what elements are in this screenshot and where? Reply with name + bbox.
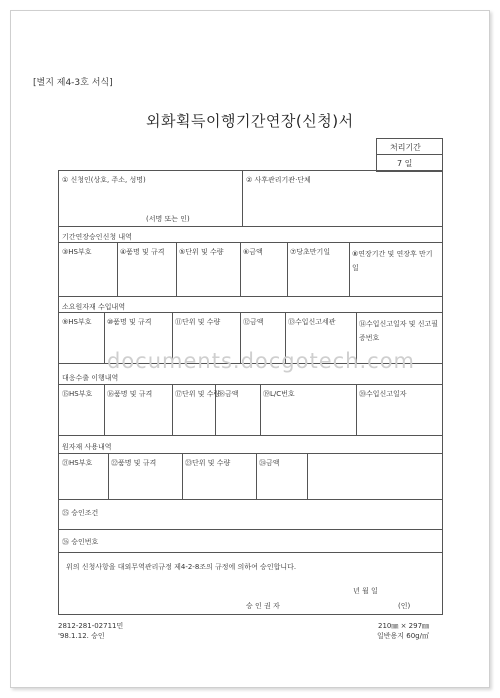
extension-col-qty: ⑤단위 및 수량 bbox=[179, 248, 224, 256]
extension-col-amount: ⑥금액 bbox=[243, 248, 263, 256]
extension-col-hs: ③HS부호 bbox=[62, 248, 92, 256]
approval-number-label: ㉖ 승인번호 bbox=[62, 538, 99, 546]
usage-col-name: ㉒품명 및 규격 bbox=[111, 459, 157, 467]
import-col-name: ⑩품명 및 규격 bbox=[107, 318, 152, 326]
form-number: [별지 제4-3호 서식] bbox=[33, 78, 113, 88]
usage-section-header: 원자재 사용내역 bbox=[62, 443, 112, 451]
import-col-customs: ⑬수입신고세관 bbox=[288, 318, 336, 326]
extension-col-extended-due: ⑧연장기간 및 연장후 만기일 bbox=[352, 250, 433, 272]
export-col-date: ⑳수입신고일자 bbox=[359, 390, 407, 398]
seal-mark: (인) bbox=[398, 602, 411, 610]
export-col-name: ⑯품명 및 규격 bbox=[107, 390, 153, 398]
import-col-qty: ⑪단위 및 수량 bbox=[175, 318, 221, 326]
processing-period-label: 처리기간 bbox=[390, 143, 421, 152]
approval-date: 년 월 일 bbox=[353, 587, 378, 595]
usage-col-hs: ㉑HS부호 bbox=[62, 459, 93, 467]
paper-size: 210㎜ × 297㎜ bbox=[378, 622, 430, 630]
approval-conditions-label: ㉕ 승인조건 bbox=[62, 509, 99, 517]
export-section-header: 대응수출 이행내역 bbox=[62, 374, 119, 382]
export-col-amount: ⑱금액 bbox=[218, 390, 239, 398]
export-col-qty: ⑰단위 및 수량 bbox=[175, 390, 221, 398]
processing-period-value: 7 일 bbox=[397, 159, 413, 168]
watermark: documents.docgotech.com bbox=[107, 349, 416, 373]
approval-authority: 승 인 권 자 bbox=[246, 602, 280, 610]
import-col-declaration: ⑭수입신고일자 및 신고필증번호 bbox=[359, 320, 439, 342]
management-agency-field: ② 사후관리기관·단체 bbox=[246, 176, 311, 184]
extension-section-header: 기간연장승인신청 내역 bbox=[62, 233, 132, 241]
import-section-header: 소요원자재 수입내역 bbox=[62, 303, 126, 311]
extension-col-original-due: ⑦당초만기일 bbox=[290, 248, 331, 256]
form-page bbox=[10, 10, 490, 688]
import-col-amount: ⑫금액 bbox=[243, 318, 264, 326]
export-col-hs: ⑮HS부호 bbox=[62, 390, 93, 398]
extension-col-name: ④품명 및 규격 bbox=[120, 248, 165, 256]
approval-statement: 위의 신청사항을 대외무역관리규정 제4-2-8조의 규정에 의하여 승인합니다. bbox=[66, 563, 297, 571]
form-approval-date: '98.1.12. 승인 bbox=[58, 632, 105, 640]
applicant-field: ① 신청인(상호, 주소, 성명) bbox=[62, 176, 146, 184]
paper-type: 일반용지 60g/㎡ bbox=[377, 632, 429, 640]
usage-col-qty: ㉓단위 및 수량 bbox=[185, 459, 231, 467]
form-code: 2812-281-02711민 bbox=[58, 622, 124, 630]
signature-note: (서명 또는 인) bbox=[146, 215, 190, 223]
import-col-hs: ⑨HS부호 bbox=[62, 318, 92, 326]
form-title: 외화획득이행기간연장(신청)서 bbox=[146, 112, 354, 130]
export-col-lc: ⑲L/C번호 bbox=[263, 390, 295, 398]
usage-col-amount: ㉔금액 bbox=[259, 459, 280, 467]
